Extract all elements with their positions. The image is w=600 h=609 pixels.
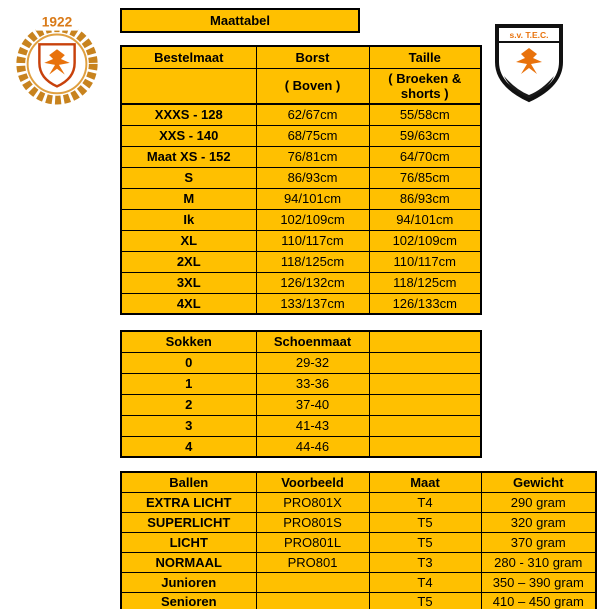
table-row — [121, 125, 481, 146]
table-row — [121, 492, 596, 512]
balls-table — [120, 471, 597, 609]
table-cell: 350 – 390 gram — [481, 572, 596, 592]
table-cell: 55/58cm — [369, 104, 481, 125]
table-cell: 59/63cm — [369, 125, 481, 146]
table-cell: 110/117cm — [256, 230, 369, 251]
table-cell: XXXS - 128 — [121, 104, 256, 125]
table-row — [121, 373, 481, 394]
table-cell: S — [121, 167, 256, 188]
table-cell: 94/101cm — [369, 209, 481, 230]
column-header-maat: Maat — [369, 472, 481, 492]
table-cell: T5 — [369, 592, 481, 609]
table-cell: 290 gram — [481, 492, 596, 512]
table-cell: T3 — [369, 552, 481, 572]
table-cell — [369, 352, 481, 373]
table-cell: 118/125cm — [369, 272, 481, 293]
table-cell: 126/132cm — [256, 272, 369, 293]
table-cell — [369, 373, 481, 394]
table-row — [121, 415, 481, 436]
table-cell: SUPERLICHT — [121, 512, 256, 532]
subheader-boven: ( Boven ) — [256, 68, 369, 104]
table-cell: T4 — [369, 572, 481, 592]
table-cell: 86/93cm — [369, 188, 481, 209]
column-header-empty — [369, 331, 481, 352]
column-header-voorbeeld: Voorbeeld — [256, 472, 369, 492]
table-cell — [369, 436, 481, 457]
table-cell: 64/70cm — [369, 146, 481, 167]
table-cell — [369, 394, 481, 415]
table-cell: 320 gram — [481, 512, 596, 532]
column-header-gewicht: Gewicht — [481, 472, 596, 492]
table-cell: 4 — [121, 436, 256, 457]
table-row — [121, 167, 481, 188]
subheader-empty — [121, 68, 256, 104]
table-cell: 102/109cm — [369, 230, 481, 251]
balls-table-body — [121, 492, 596, 609]
table-cell: Junioren — [121, 572, 256, 592]
table-cell — [256, 572, 369, 592]
table-cell: 3 — [121, 415, 256, 436]
table-cell: T5 — [369, 512, 481, 532]
table-cell: 62/67cm — [256, 104, 369, 125]
table-row — [121, 230, 481, 251]
column-header-taille: Taille — [369, 46, 481, 68]
table-cell: 68/75cm — [256, 125, 369, 146]
table-cell: 44-46 — [256, 436, 369, 457]
table-row — [121, 188, 481, 209]
table-cell: LICHT — [121, 532, 256, 552]
table-cell: 3XL — [121, 272, 256, 293]
table-cell: NORMAAL — [121, 552, 256, 572]
table-row — [121, 146, 481, 167]
table-cell: 29-32 — [256, 352, 369, 373]
table-cell: 370 gram — [481, 532, 596, 552]
table-cell: XXS - 140 — [121, 125, 256, 146]
table-cell: 76/81cm — [256, 146, 369, 167]
socks-table-body — [121, 352, 481, 457]
socks-table-header-row — [121, 331, 481, 352]
table-cell — [256, 592, 369, 609]
table-cell: 4XL — [121, 293, 256, 314]
table-row — [121, 352, 481, 373]
club-crest-left-logo — [8, 12, 106, 106]
table-cell: EXTRA LICHT — [121, 492, 256, 512]
size-table-subheader-row — [121, 68, 481, 104]
maattabel-title-table — [120, 8, 360, 33]
table-cell: M — [121, 188, 256, 209]
table-cell: Ik — [121, 209, 256, 230]
table-row — [121, 592, 596, 609]
table-cell: 41-43 — [256, 415, 369, 436]
table-cell: 133/137cm — [256, 293, 369, 314]
table-cell: 410 – 450 gram — [481, 592, 596, 609]
table-cell: Senioren — [121, 592, 256, 609]
table-cell: 0 — [121, 352, 256, 373]
table-row — [121, 272, 481, 293]
table-cell: 2 — [121, 394, 256, 415]
column-header-borst: Borst — [256, 46, 369, 68]
table-row — [121, 104, 481, 125]
table-cell: 102/109cm — [256, 209, 369, 230]
table-cell: 2XL — [121, 251, 256, 272]
table-cell: PRO801 — [256, 552, 369, 572]
page-title: Maattabel — [121, 9, 359, 32]
table-cell: PRO801X — [256, 492, 369, 512]
table-cell: 1 — [121, 373, 256, 394]
table-cell: 76/85cm — [369, 167, 481, 188]
table-cell: 37-40 — [256, 394, 369, 415]
size-table-body — [121, 104, 481, 314]
table-cell: T4 — [369, 492, 481, 512]
table-row — [121, 251, 481, 272]
table-cell: PRO801S — [256, 512, 369, 532]
column-header-ballen: Ballen — [121, 472, 256, 492]
table-cell: 280 - 310 gram — [481, 552, 596, 572]
table-row — [121, 293, 481, 314]
table-cell: PRO801L — [256, 532, 369, 552]
size-table — [120, 45, 482, 315]
table-cell: 94/101cm — [256, 188, 369, 209]
balls-table-header-row — [121, 472, 596, 492]
club-crest-right-logo — [492, 22, 566, 104]
club-crest-shield-icon — [492, 22, 566, 104]
table-row — [121, 552, 596, 572]
table-row — [121, 209, 481, 230]
table-cell: 86/93cm — [256, 167, 369, 188]
table-cell: Maat XS - 152 — [121, 146, 256, 167]
table-cell: 118/125cm — [256, 251, 369, 272]
table-row — [121, 572, 596, 592]
table-cell: XL — [121, 230, 256, 251]
socks-table — [120, 330, 482, 458]
table-cell — [369, 415, 481, 436]
title-row — [121, 9, 359, 32]
club-year-text: 1922 — [41, 14, 73, 30]
table-cell: 126/133cm — [369, 293, 481, 314]
size-table-header-row — [121, 46, 481, 68]
table-row — [121, 394, 481, 415]
subheader-broeken-shorts: ( Broeken & shorts ) — [369, 68, 481, 104]
table-row — [121, 512, 596, 532]
club-crest-wreath-icon — [8, 12, 106, 106]
table-cell: T5 — [369, 532, 481, 552]
column-header-sokken: Sokken — [121, 331, 256, 352]
column-header-bestelmaat: Bestelmaat — [121, 46, 256, 68]
column-header-schoenmaat: Schoenmaat — [256, 331, 369, 352]
table-row — [121, 532, 596, 552]
table-cell: 110/117cm — [369, 251, 481, 272]
club-name-text: s.v. T.E.C. — [509, 30, 549, 40]
table-row — [121, 436, 481, 457]
table-cell: 33-36 — [256, 373, 369, 394]
